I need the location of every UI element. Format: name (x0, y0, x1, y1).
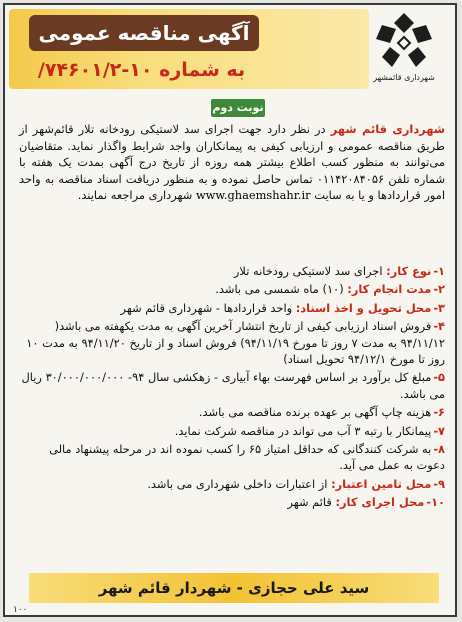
round-badge: نوبت دوم (211, 99, 265, 117)
municipality-emblem-icon (372, 11, 436, 71)
organization-name: شهرداری قائم شهر (330, 122, 445, 136)
header-banner (9, 9, 369, 89)
list-item: ۹-محل تامین اعتبار: از اعتبارات داخلی شهرداری می باشد. (147, 476, 445, 491)
list-item: ۲-مدت انجام کار: (۱۰) ماه شمسی می باشد. (215, 282, 445, 297)
list-item: ۸-به شرکت کنندگانی که حداقل امتیاز ۶۵ را کسب نموده اند در مرحله پیشنهاد مالی دعوت به عمل می آید. (49, 442, 445, 473)
list-item: ۷-پیمانکار با رتبه ۳ آب می تواند در مناقصه شرکت نماید. (174, 423, 445, 438)
list-item: ۵-مبلغ کل برآورد بر اساس فهرست بهاء آبیاری - زهکشی سال ۹۴- ۳۰/۰۰۰/۰۰۰/۰۰۰ ریال می باشد. (21, 370, 445, 401)
page-title: آگهی مناقصه عمومی (29, 15, 259, 51)
tender-number: به شماره ۱۰-۷۴۶۰۱/۲/ (37, 59, 246, 81)
website-link[interactable]: www.ghaemshahr.ir (195, 188, 311, 203)
logo-caption: شهرداری قائمشهر (373, 73, 435, 82)
signature-bar: سید علی حجازی - شهردار قائم شهر (29, 573, 439, 603)
intro-paragraph (19, 121, 445, 204)
intro-text: در نظر دارد جهت اجرای سد لاستیکی رودخانه تلار قائم‌شهر از طریق مناقصه عمومی و ارزیابی کیفی به پیمانکاران واجد شرایط واگذار نماید. متقاضیان می‌توانند به منظور کسب اطلاع بیشتر همه روزه از تاریخ درج آگهی بمدت یک هفته با شماره تلفن ۰۱۱۴۲۰۸۴۰۵۶ تماس حاصل نموده و به منظور دریافت اسناد مناقصه به واحد امور قراردادها و یا به سایت (19, 122, 445, 203)
advertisement-page (3, 3, 457, 617)
intro-text-end: شهرداری مراجعه نمایند. (77, 188, 196, 203)
list-item: ۱۰-محل اجرای کار: قائم شهر (287, 495, 445, 510)
municipality-logo (357, 9, 451, 89)
list-item: ۳-محل تحویل و اخذ اسناد: واحد قراردادها - شهرداری قائم شهر (120, 300, 445, 315)
conditions-list (19, 263, 445, 513)
list-item: ۶-هزینه چاپ آگهی بر عهده برنده مناقصه می باشد. (198, 405, 445, 420)
list-item: ۱-نوع کار: اجرای سد لاستیکی رودخانه تلار (233, 264, 445, 278)
list-item: ۴-فروش اسناد ارزیابی کیفی از تاریخ انتشار آخرین آگهی به مدت یکهفته می باشد( ۹۴/۱۱/۱۲ به مدت ۷ روز تا مورخ ۹۴/۱۱/۱۹) فروش اسناد و از تاریخ ۹۴/۱۱/۲۰ به مدت ۱۰ روز تا مورخ ۹۴/۱۲/۱ تحویل اسناد) (26, 319, 445, 367)
ad-code: ۱۰۰ (13, 605, 28, 615)
